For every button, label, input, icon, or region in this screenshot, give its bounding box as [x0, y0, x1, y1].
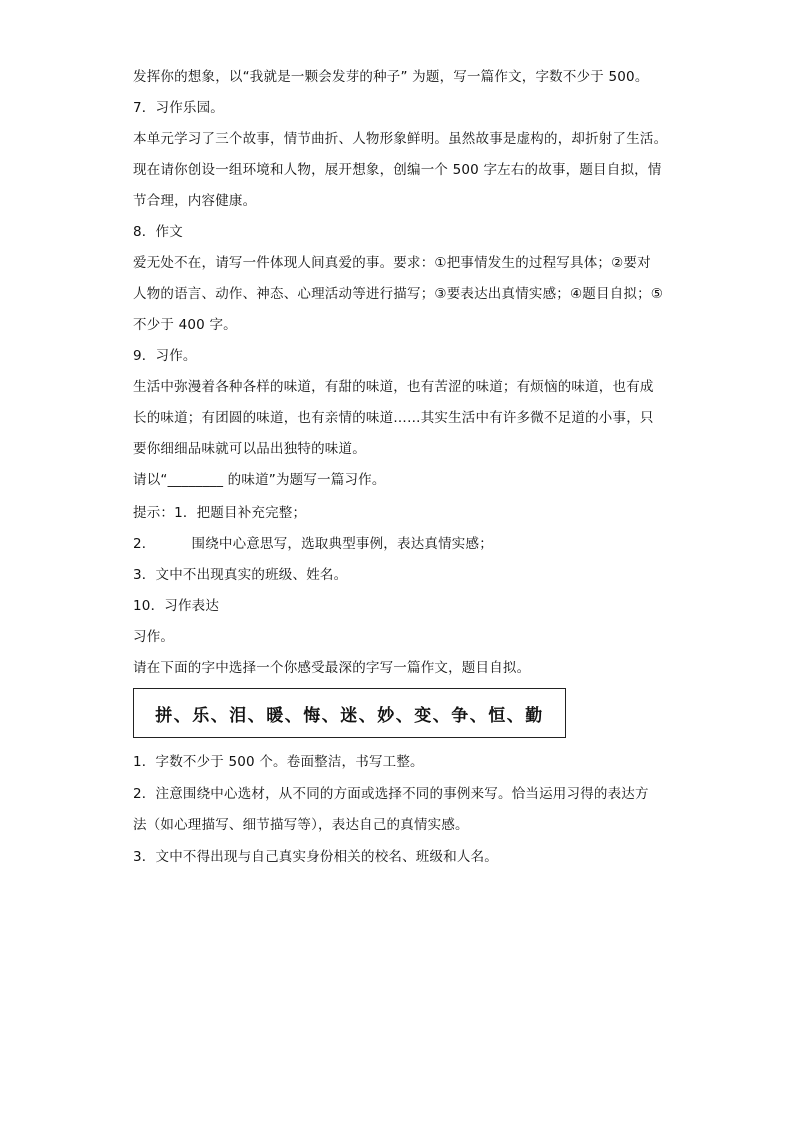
- question-10-requirement-3: 3．文中不得出现与自己真实身份相关的校名、班级和人名。: [133, 849, 498, 865]
- question-10-instruction: 请在下面的字中选择一个你感受最深的字写一篇作文，题目自拟。: [133, 660, 531, 676]
- question-7-title: 7．习作乐园。: [133, 100, 224, 116]
- hint-2-number: 2．: [133, 536, 156, 552]
- character-choice-box: [133, 688, 566, 738]
- question-8-paragraph-line: 不少于 400 字。: [133, 317, 237, 333]
- question-9-paragraph-line: 生活中弥漫着各种各样的味道，有甜的味道，也有苦涩的味道；有烦恼的味道，也有成: [133, 379, 654, 395]
- question-8-paragraph-line: 爱无处不在，请写一件体现人间真爱的事。要求：①把事情发生的过程写具体；②要对: [133, 255, 651, 271]
- question-7-paragraph-line: 本单元学习了三个故事，情节曲折、人物形象鲜明。虽然故事是虚构的，却折射了生活。: [133, 131, 668, 147]
- question-10-title: 10．习作表达: [133, 598, 220, 614]
- question-9-hint-1: 提示：1．把题目补充完整；: [133, 505, 307, 521]
- question-9-title: 9．习作。: [133, 348, 197, 364]
- question-8-paragraph-line: 人物的语言、动作、神态、心理活动等进行描写；③要表达出真情实感；④题目自拟；⑤: [133, 286, 664, 302]
- question-7-paragraph-line: 节合理，内容健康。: [133, 193, 257, 209]
- character-choice-list: 拼、乐、泪、暖、悔、迷、妙、变、争、恒、勤: [155, 705, 544, 726]
- question-9-hint-2: [133, 535, 493, 553]
- question-10-subtitle: 习作。: [133, 629, 175, 645]
- question-7-paragraph-line: 现在请你创设一组环境和人物，展开想象，创编一个 500 字左右的故事，题目自拟，情: [133, 162, 662, 178]
- question-10-requirement-2-line: 法（如心理描写、细节描写等），表达自己的真情实感。: [133, 817, 469, 833]
- question-9-hint-3: 3．文中不出现真实的班级、姓名。: [133, 567, 348, 583]
- question-9-paragraph-line: 长的味道；有团圆的味道，也有亲情的味道……其实生活中有许多微不足道的小事，只: [133, 410, 654, 426]
- question-10-requirement-2-line: 2．注意围绕中心选材，从不同的方面或选择不同的事例来写。恰当运用习得的表达方: [133, 786, 649, 802]
- question-9-title-instruction: 请以“________ 的味道”为题写一篇习作。: [133, 472, 386, 488]
- question-10-requirement-1: 1．字数不少于 500 个。卷面整洁，书写工整。: [133, 754, 424, 770]
- question-8-title: 8．作文: [133, 224, 183, 240]
- question-9-paragraph-line: 要你细细品味就可以品出独特的味道。: [133, 441, 366, 457]
- hint-2-text: 围绕中心意思写，选取典型事例，表达真情实感；: [191, 536, 493, 552]
- essay-prompt-line: 发挥你的想象，以“我就是一颗会发芽的种子” 为题，写一篇作文，字数不少于 500。: [133, 69, 649, 85]
